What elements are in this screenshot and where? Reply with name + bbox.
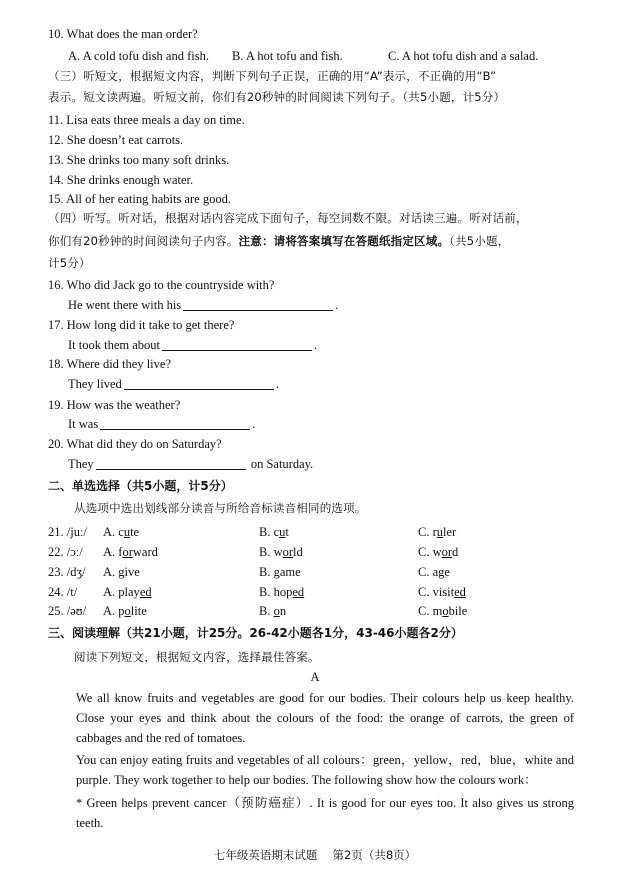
option-22-a: A. forward xyxy=(103,545,158,559)
answer-sheet-notice: 注意：请将答案填写在答题纸指定区域。 xyxy=(238,234,450,248)
part3-title: 三、阅读理解（共21小题，计25分。26-42小题各1分，43-46小题各2分） xyxy=(48,626,463,640)
answer-line-20 xyxy=(68,456,313,472)
option-23-b: B. game xyxy=(259,565,301,579)
answer-18-suffix: . xyxy=(275,377,279,391)
answer-20-prefix: They xyxy=(68,457,94,471)
answer-19-prefix: It was xyxy=(68,417,99,431)
q10-option-a: A. A cold tofu dish and fish. xyxy=(68,49,209,63)
phonetic-21: 21. /juː/ xyxy=(48,525,87,539)
answer-line-18 xyxy=(68,376,279,392)
phonetic-24: 24. /t/ xyxy=(48,585,78,599)
section3-instruction-1: （三）听短文，根据短文内容，判断下列句子正误，正确的用“A”表示，不正确的用“B” xyxy=(48,69,497,83)
option-25-a: A. polite xyxy=(103,604,147,618)
phonetic-22: 22. /ɔː/ xyxy=(48,545,83,559)
section3-instruction-2: 表示。短文读两遍。听短文前，你们有20秒钟的时间阅读下列句子。（共5小题，计5分） xyxy=(48,90,506,104)
answer-16-suffix: . xyxy=(335,298,339,312)
option-24-a: A. played xyxy=(103,585,152,599)
answer-blank-20[interactable] xyxy=(96,457,246,470)
statement-15: 15. All of her eating habits are good. xyxy=(48,192,231,206)
part2-instruction: 从选项中选出划线部分读音与所给音标读音相同的选项。 xyxy=(74,501,367,515)
question-19: 19. How was the weather? xyxy=(48,398,181,412)
option-23-a: A. give xyxy=(103,565,140,579)
answer-16-prefix: He went there with his xyxy=(68,298,182,312)
question-16: 16. Who did Jack go to the countryside with? xyxy=(48,278,275,292)
answer-line-16 xyxy=(68,297,338,313)
section4-score-open: （共5小题， xyxy=(449,234,510,248)
option-21-b: B. cut xyxy=(259,525,289,539)
section4-instruction-2-text: 你们有20秒钟的时间阅读句子内容。 xyxy=(48,234,239,248)
passage-paragraph-1 xyxy=(48,688,574,748)
page-footer: 七年级英语期末试题 第2页（共8页） xyxy=(213,848,417,862)
answer-18-prefix: They lived xyxy=(68,377,122,391)
passage-label: A xyxy=(310,670,320,684)
option-22-c: C. word xyxy=(418,545,459,559)
question-17: 17. How long did it take to get there? xyxy=(48,318,235,332)
statement-14: 14. She drinks enough water. xyxy=(48,173,194,187)
section4-instruction-2 xyxy=(48,233,509,249)
answer-blank-16[interactable] xyxy=(183,298,333,311)
answer-17-suffix: . xyxy=(314,338,318,352)
answer-blank-19[interactable] xyxy=(100,417,250,430)
section4-instruction-3: 计5分） xyxy=(48,256,91,270)
phonetic-23: 23. /dʒ/ xyxy=(48,565,86,579)
answer-line-17 xyxy=(68,337,317,353)
q10-option-b: B. A hot tofu and fish. xyxy=(232,49,343,63)
option-23-c: C. age xyxy=(418,565,450,579)
answer-blank-17[interactable] xyxy=(162,338,312,351)
answer-20-suffix: on Saturday. xyxy=(247,457,314,471)
paragraph-1-text: We all know fruits and vegetables are good for our bodies. Their colours help us keep healthy. Close your eyes and think about the colours of the food: the orange of carrots, the green of cabbages and the red of tomatoes. xyxy=(76,691,574,745)
option-25-c: C. mobile xyxy=(418,604,468,618)
answer-line-19 xyxy=(68,416,255,432)
q10-option-c: C. A hot tofu dish and a salad. xyxy=(388,49,539,63)
option-22-b: B. world xyxy=(259,545,303,559)
question-18: 18. Where did they live? xyxy=(48,357,171,371)
paragraph-3-text: * Green helps prevent cancer（预防癌症）. It is good for our eyes too. It also gives us strong teeth. xyxy=(76,796,574,830)
answer-19-suffix: . xyxy=(252,417,256,431)
passage-paragraph-3 xyxy=(48,793,574,833)
passage-paragraph-2 xyxy=(48,750,574,790)
part3-instruction: 阅读下列短文，根据短文内容，选择最佳答案。 xyxy=(74,650,320,664)
paragraph-2-text: You can enjoy eating fruits and vegetables of all colours：green，yellow，red，blue，white and purple. They work together to help our bodies. The following show how the colours work： xyxy=(76,753,574,787)
option-25-b: B. on xyxy=(259,604,287,618)
option-21-a: A. cute xyxy=(103,525,140,539)
answer-blank-18[interactable] xyxy=(124,377,274,390)
answer-17-prefix: It took them about xyxy=(68,338,160,352)
option-21-c: C. ruler xyxy=(418,525,457,539)
part2-title: 二、单选选择（共5小题，计5分） xyxy=(48,479,233,493)
statement-13: 13. She drinks too many soft drinks. xyxy=(48,153,230,167)
statement-12: 12. She doesn’t eat carrots. xyxy=(48,133,184,147)
question-20: 20. What did they do on Saturday? xyxy=(48,437,222,451)
option-24-b: B. hoped xyxy=(259,585,305,599)
phonetic-25: 25. /əʊ/ xyxy=(48,604,87,618)
option-24-c: C. visited xyxy=(418,585,466,599)
question-10: 10. What does the man order? xyxy=(48,27,198,41)
section4-instruction-1: （四）听写。听对话，根据对话内容完成下面句子，每空词数不限。对话读三遍。听对话前， xyxy=(48,211,528,225)
statement-11: 11. Lisa eats three meals a day on time. xyxy=(48,113,245,127)
